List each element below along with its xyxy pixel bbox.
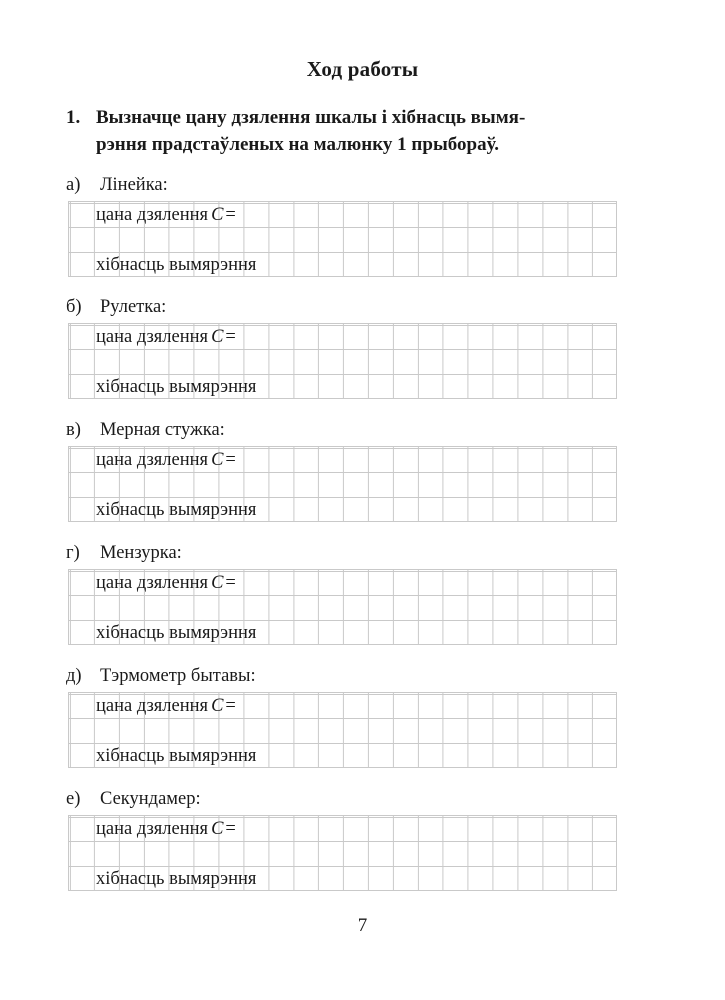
section-marker: е) xyxy=(66,789,81,809)
division-value-text: цана дзялення xyxy=(96,696,209,716)
section-label xyxy=(66,666,256,687)
measurement-error-label: хібнасць вымярэння xyxy=(96,869,257,889)
equals-sign: = xyxy=(225,819,236,839)
equals-sign: = xyxy=(225,696,236,716)
division-symbol: C xyxy=(211,573,224,593)
answer-grid[interactable] xyxy=(68,201,616,276)
section-label xyxy=(66,297,166,318)
measurement-error-label: хібнасць вымярэння xyxy=(96,500,257,520)
equals-sign: = xyxy=(225,573,236,593)
answer-grid[interactable] xyxy=(68,815,616,890)
task-text: Вызначце цану дзялення шкалы і хібнасць вымя- рэння прадстаўленых на малюнку 1 прыбораў. xyxy=(96,107,526,155)
section-marker: д) xyxy=(66,666,82,686)
division-value-text: цана дзялення xyxy=(96,205,209,225)
section-instrument-name: Мензурка: xyxy=(100,543,182,563)
measurement-error-label: хібнасць вымярэння xyxy=(96,255,257,275)
section-instrument-name: Тэрмометр бытавы: xyxy=(100,666,256,686)
section-marker: б) xyxy=(66,297,82,317)
division-value-text: цана дзялення xyxy=(96,327,209,347)
section-label xyxy=(66,543,182,564)
answer-grid[interactable] xyxy=(68,323,616,398)
task-item-1 xyxy=(66,105,626,159)
equals-sign: = xyxy=(225,450,236,470)
page-number: 7 xyxy=(357,915,368,936)
division-symbol: C xyxy=(211,819,224,839)
division-value-label xyxy=(96,451,236,470)
answer-grid[interactable] xyxy=(68,692,616,767)
section-label xyxy=(66,789,201,810)
measurement-error-label: хібнасць вымярэння xyxy=(96,377,257,397)
division-value-text: цана дзялення xyxy=(96,450,209,470)
equals-sign: = xyxy=(225,327,236,347)
page-title: Ход работы xyxy=(306,57,419,81)
answer-grid[interactable] xyxy=(68,446,616,521)
section-instrument-name: Секундамер: xyxy=(100,789,201,809)
division-symbol: C xyxy=(211,696,224,716)
division-value-label xyxy=(96,328,236,347)
section-instrument-name: Мерная стужка: xyxy=(100,420,225,440)
task-number: 1. xyxy=(66,107,81,128)
division-value-label xyxy=(96,697,236,716)
division-value-text: цана дзялення xyxy=(96,573,209,593)
equals-sign: = xyxy=(225,205,236,225)
division-symbol: C xyxy=(211,327,224,347)
section-marker: а) xyxy=(66,175,81,195)
measurement-error-label: хібнасць вымярэння xyxy=(96,623,257,643)
answer-grid[interactable] xyxy=(68,569,616,644)
measurement-error-label: хібнасць вымярэння xyxy=(96,746,257,766)
division-symbol: C xyxy=(211,205,224,225)
division-value-text: цана дзялення xyxy=(96,819,209,839)
section-marker: г) xyxy=(66,543,80,563)
section-marker: в) xyxy=(66,420,81,440)
section-instrument-name: Лінейка: xyxy=(100,175,168,195)
section-instrument-name: Рулетка: xyxy=(100,297,167,317)
division-value-label xyxy=(96,820,236,839)
division-value-label xyxy=(96,206,236,225)
section-label xyxy=(66,420,225,441)
division-symbol: C xyxy=(211,450,224,470)
division-value-label xyxy=(96,574,236,593)
section-label xyxy=(66,175,168,196)
